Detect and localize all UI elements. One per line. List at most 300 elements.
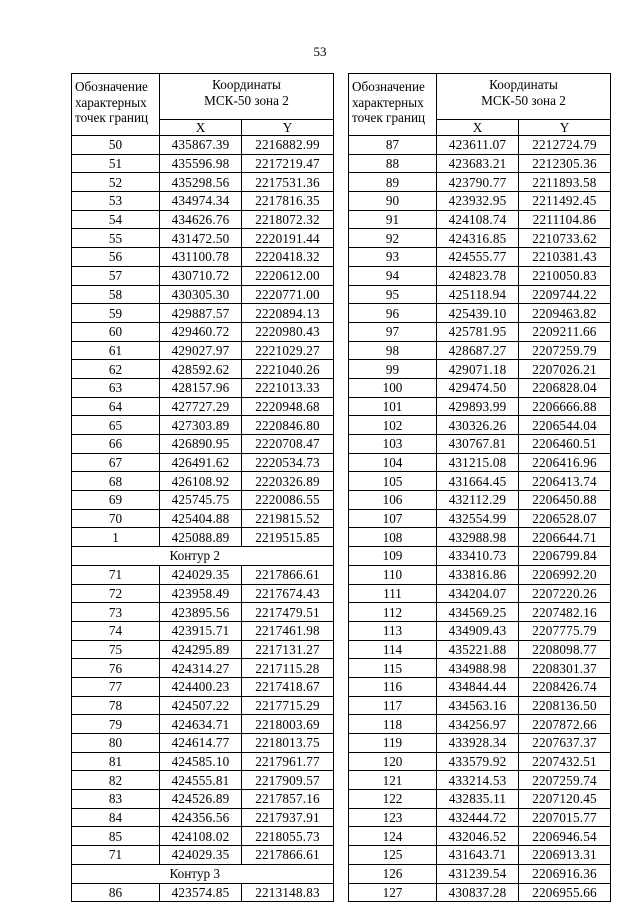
coordinates-table-left	[71, 73, 334, 902]
x-header: X	[160, 120, 242, 136]
x-value-cell: 433816.86	[437, 565, 519, 584]
y-value-cell: 2207482.16	[519, 603, 611, 622]
y-value-cell: 2207259.79	[519, 341, 611, 360]
point-id-cell: 91	[349, 210, 437, 229]
y-value-cell: 2221029.27	[242, 341, 334, 360]
point-id-cell: 95	[349, 285, 437, 304]
table-row	[72, 584, 334, 603]
y-value-cell: 2206828.04	[519, 378, 611, 397]
x-value-cell: 432444.72	[437, 808, 519, 827]
point-id-cell: 120	[349, 752, 437, 771]
coordinates-header	[437, 74, 611, 120]
y-value-cell: 2206666.88	[519, 397, 611, 416]
table-row	[349, 210, 611, 229]
y-value-cell: 2212305.36	[519, 154, 611, 173]
x-value-cell: 424316.85	[437, 229, 519, 248]
point-id-cell: 102	[349, 416, 437, 435]
y-value-cell: 2209744.22	[519, 285, 611, 304]
table-row	[72, 565, 334, 584]
table-row	[72, 435, 334, 454]
x-value-cell: 429460.72	[160, 322, 242, 341]
x-value-cell: 423611.07	[437, 136, 519, 155]
x-value-cell: 434569.25	[437, 603, 519, 622]
x-value-cell: 431664.45	[437, 472, 519, 491]
table-row	[349, 509, 611, 528]
contour-blank-cell	[72, 864, 160, 883]
table-header-row	[72, 74, 334, 120]
table-row	[349, 322, 611, 341]
y-value-cell: 2209211.66	[519, 322, 611, 341]
table-row	[72, 659, 334, 678]
point-id-cell: 67	[72, 453, 160, 472]
table-row	[72, 229, 334, 248]
x-value-cell: 424400.23	[160, 677, 242, 696]
table-row	[72, 827, 334, 846]
y-value-cell: 2206644.71	[519, 528, 611, 547]
y-value-cell: 2217857.16	[242, 790, 334, 809]
x-value-cell: 432988.98	[437, 528, 519, 547]
y-value-cell: 2217909.57	[242, 771, 334, 790]
point-id-cell: 54	[72, 210, 160, 229]
x-value-cell: 427303.89	[160, 416, 242, 435]
table-row	[72, 509, 334, 528]
point-id-cell: 71	[72, 846, 160, 865]
coordinate-system: МСК-50 зона 2	[204, 92, 289, 108]
point-id-cell: 112	[349, 603, 437, 622]
table-row	[72, 528, 334, 547]
designation-line-3: точек границ	[352, 110, 426, 125]
x-value-cell: 425781.95	[437, 322, 519, 341]
table-row	[72, 603, 334, 622]
x-value-cell: 435596.98	[160, 154, 242, 173]
table-row	[349, 734, 611, 753]
y-value-cell: 2217479.51	[242, 603, 334, 622]
y-value-cell: 2206460.51	[519, 435, 611, 454]
contour-blank-cell	[72, 547, 160, 566]
x-value-cell: 429474.50	[437, 378, 519, 397]
y-value-cell: 2211893.58	[519, 173, 611, 192]
y-value-cell: 2217219.47	[242, 154, 334, 173]
table-row	[72, 808, 334, 827]
table-row	[349, 136, 611, 155]
x-value-cell: 424029.35	[160, 565, 242, 584]
point-id-cell: 89	[349, 173, 437, 192]
table-row	[349, 752, 611, 771]
contour-row	[72, 547, 334, 566]
table-row	[72, 696, 334, 715]
x-value-cell: 433410.73	[437, 547, 519, 566]
point-id-cell: 99	[349, 360, 437, 379]
y-value-cell: 2217937.91	[242, 808, 334, 827]
table-row	[349, 285, 611, 304]
table-row	[72, 416, 334, 435]
y-value-cell: 2217866.61	[242, 846, 334, 865]
y-value-cell: 2217418.67	[242, 677, 334, 696]
table-row	[72, 640, 334, 659]
table-row	[72, 397, 334, 416]
y-value-cell: 2217531.36	[242, 173, 334, 192]
table-row	[72, 136, 334, 155]
table-row	[349, 491, 611, 510]
y-value-cell: 2220326.89	[242, 472, 334, 491]
table-row	[349, 397, 611, 416]
table-row	[349, 621, 611, 640]
point-id-cell: 124	[349, 827, 437, 846]
coordinates-table-right	[348, 73, 611, 902]
x-value-cell: 433928.34	[437, 734, 519, 753]
y-value-cell: 2207259.74	[519, 771, 611, 790]
x-value-cell: 434909.43	[437, 621, 519, 640]
left-table-body	[72, 136, 334, 902]
table-row	[349, 584, 611, 603]
point-id-cell: 57	[72, 266, 160, 285]
table-row	[72, 266, 334, 285]
table-row	[72, 248, 334, 267]
table-row	[72, 285, 334, 304]
table-row	[349, 790, 611, 809]
point-id-cell: 85	[72, 827, 160, 846]
y-value-cell: 2207872.66	[519, 715, 611, 734]
x-value-cell: 434988.98	[437, 659, 519, 678]
table-row	[72, 715, 334, 734]
y-value-cell: 2218055.73	[242, 827, 334, 846]
x-value-cell: 426890.95	[160, 435, 242, 454]
point-id-cell: 77	[72, 677, 160, 696]
y-value-cell: 2210381.43	[519, 248, 611, 267]
point-id-cell: 117	[349, 696, 437, 715]
table-row	[72, 752, 334, 771]
point-id-cell: 103	[349, 435, 437, 454]
y-value-cell: 2218013.75	[242, 734, 334, 753]
point-id-cell: 59	[72, 304, 160, 323]
designation-header	[72, 74, 160, 136]
coordinates-header	[160, 74, 334, 120]
x-value-cell: 429071.18	[437, 360, 519, 379]
table-row	[72, 453, 334, 472]
designation-line-2: характерных	[352, 94, 424, 110]
y-value-cell: 2220846.80	[242, 416, 334, 435]
table-row	[349, 472, 611, 491]
table-row	[349, 715, 611, 734]
point-id-cell: 58	[72, 285, 160, 304]
y-value-cell: 2212724.79	[519, 136, 611, 155]
x-value-cell: 423790.77	[437, 173, 519, 192]
table-row	[349, 528, 611, 547]
point-id-cell: 68	[72, 472, 160, 491]
x-value-cell: 429887.57	[160, 304, 242, 323]
x-value-cell: 433579.92	[437, 752, 519, 771]
x-value-cell: 430767.81	[437, 435, 519, 454]
x-value-cell: 425088.89	[160, 528, 242, 547]
y-value-cell: 2206992.20	[519, 565, 611, 584]
point-id-cell: 83	[72, 790, 160, 809]
x-value-cell: 424614.77	[160, 734, 242, 753]
y-value-cell: 2217866.61	[242, 565, 334, 584]
table-row	[349, 173, 611, 192]
x-value-cell: 432554.99	[437, 509, 519, 528]
x-value-cell: 423958.49	[160, 584, 242, 603]
table-row	[72, 173, 334, 192]
point-id-cell: 107	[349, 509, 437, 528]
point-id-cell: 113	[349, 621, 437, 640]
y-value-cell: 2208136.50	[519, 696, 611, 715]
contour-label: Контур 2	[160, 547, 334, 566]
point-id-cell: 1	[72, 528, 160, 547]
y-value-cell: 2206528.07	[519, 509, 611, 528]
point-id-cell: 72	[72, 584, 160, 603]
table-row	[72, 192, 334, 211]
point-id-cell: 105	[349, 472, 437, 491]
point-id-cell: 73	[72, 603, 160, 622]
x-value-cell: 433214.53	[437, 771, 519, 790]
point-id-cell: 123	[349, 808, 437, 827]
right-table-body	[349, 136, 611, 902]
x-value-cell: 431239.54	[437, 864, 519, 883]
table-row	[349, 659, 611, 678]
y-value-cell: 2217816.35	[242, 192, 334, 211]
point-id-cell: 92	[349, 229, 437, 248]
point-id-cell: 53	[72, 192, 160, 211]
coordinates-title: Координаты	[489, 77, 558, 92]
x-value-cell: 424555.77	[437, 248, 519, 267]
point-id-cell: 76	[72, 659, 160, 678]
table-row	[349, 192, 611, 211]
table-row	[349, 603, 611, 622]
x-value-cell: 424823.78	[437, 266, 519, 285]
y-value-cell: 2206799.84	[519, 547, 611, 566]
table-row	[349, 808, 611, 827]
table-row	[349, 565, 611, 584]
point-id-cell: 70	[72, 509, 160, 528]
y-value-cell: 2206413.74	[519, 472, 611, 491]
y-value-cell: 2208301.37	[519, 659, 611, 678]
coordinates-title: Координаты	[212, 77, 281, 92]
table-row	[349, 229, 611, 248]
y-value-cell: 2218003.69	[242, 715, 334, 734]
point-id-cell: 55	[72, 229, 160, 248]
x-value-cell: 423895.56	[160, 603, 242, 622]
table-row	[349, 341, 611, 360]
x-value-cell: 424585.10	[160, 752, 242, 771]
table-row	[349, 827, 611, 846]
x-value-cell: 428157.96	[160, 378, 242, 397]
y-header: Y	[242, 120, 334, 136]
x-value-cell: 430837.28	[437, 883, 519, 902]
y-value-cell: 2208098.77	[519, 640, 611, 659]
point-id-cell: 84	[72, 808, 160, 827]
page-number: 53	[313, 44, 327, 59]
y-value-cell: 2206416.96	[519, 453, 611, 472]
point-id-cell: 60	[72, 322, 160, 341]
y-value-cell: 2220612.00	[242, 266, 334, 285]
y-value-cell: 2220708.47	[242, 435, 334, 454]
x-value-cell: 427727.29	[160, 397, 242, 416]
point-id-cell: 69	[72, 491, 160, 510]
y-value-cell: 2220980.43	[242, 322, 334, 341]
x-value-cell: 430326.26	[437, 416, 519, 435]
point-id-cell: 82	[72, 771, 160, 790]
y-value-cell: 2208426.74	[519, 677, 611, 696]
designation-line-1: Обозначение	[75, 79, 148, 94]
point-id-cell: 122	[349, 790, 437, 809]
y-value-cell: 2216882.99	[242, 136, 334, 155]
y-value-cell: 2210050.83	[519, 266, 611, 285]
table-row	[349, 864, 611, 883]
x-value-cell: 434626.76	[160, 210, 242, 229]
contour-label: Контур 3	[160, 864, 334, 883]
x-value-cell: 424526.89	[160, 790, 242, 809]
table-row	[349, 360, 611, 379]
designation-line-2: характерных	[75, 94, 147, 110]
y-value-cell: 2220191.44	[242, 229, 334, 248]
y-value-cell: 2207637.37	[519, 734, 611, 753]
x-value-cell: 428687.27	[437, 341, 519, 360]
table-row	[72, 491, 334, 510]
point-id-cell: 80	[72, 734, 160, 753]
x-value-cell: 426491.62	[160, 453, 242, 472]
point-id-cell: 125	[349, 846, 437, 865]
point-id-cell: 116	[349, 677, 437, 696]
x-value-cell: 423683.21	[437, 154, 519, 173]
x-value-cell: 424555.81	[160, 771, 242, 790]
point-id-cell: 52	[72, 173, 160, 192]
point-id-cell: 63	[72, 378, 160, 397]
table-row	[72, 472, 334, 491]
x-value-cell: 432835.11	[437, 790, 519, 809]
table-row	[349, 266, 611, 285]
table-row	[349, 883, 611, 902]
table-row	[349, 696, 611, 715]
x-value-cell: 430305.30	[160, 285, 242, 304]
x-value-cell: 428592.62	[160, 360, 242, 379]
table-row	[349, 416, 611, 435]
x-value-cell: 431472.50	[160, 229, 242, 248]
y-value-cell: 2220771.00	[242, 285, 334, 304]
y-value-cell: 2207775.79	[519, 621, 611, 640]
y-value-cell: 2217115.28	[242, 659, 334, 678]
table-row	[72, 378, 334, 397]
table-row	[349, 248, 611, 267]
point-id-cell: 96	[349, 304, 437, 323]
point-id-cell: 100	[349, 378, 437, 397]
table-row	[349, 846, 611, 865]
x-value-cell: 424108.74	[437, 210, 519, 229]
point-id-cell: 111	[349, 584, 437, 603]
y-value-cell: 2207220.26	[519, 584, 611, 603]
y-value-cell: 2209463.82	[519, 304, 611, 323]
point-id-cell: 101	[349, 397, 437, 416]
x-value-cell: 425118.94	[437, 285, 519, 304]
x-value-cell: 424356.56	[160, 808, 242, 827]
point-id-cell: 79	[72, 715, 160, 734]
y-value-cell: 2217961.77	[242, 752, 334, 771]
point-id-cell: 119	[349, 734, 437, 753]
point-id-cell: 93	[349, 248, 437, 267]
x-value-cell: 435221.88	[437, 640, 519, 659]
table-row	[349, 453, 611, 472]
point-id-cell: 108	[349, 528, 437, 547]
contour-row	[72, 864, 334, 883]
y-value-cell: 2211104.86	[519, 210, 611, 229]
y-value-cell: 2220418.32	[242, 248, 334, 267]
y-value-cell: 2217461.98	[242, 621, 334, 640]
table-row	[72, 734, 334, 753]
designation-header	[349, 74, 437, 136]
point-id-cell: 50	[72, 136, 160, 155]
table-row	[349, 435, 611, 454]
x-value-cell: 425439.10	[437, 304, 519, 323]
y-value-cell: 2221040.26	[242, 360, 334, 379]
x-value-cell: 426108.92	[160, 472, 242, 491]
point-id-cell: 61	[72, 341, 160, 360]
y-value-cell: 2220894.13	[242, 304, 334, 323]
point-id-cell: 104	[349, 453, 437, 472]
x-value-cell: 424029.35	[160, 846, 242, 865]
y-value-cell: 2206544.04	[519, 416, 611, 435]
x-value-cell: 424295.89	[160, 640, 242, 659]
point-id-cell: 65	[72, 416, 160, 435]
y-value-cell: 2217715.29	[242, 696, 334, 715]
coordinate-system: МСК-50 зона 2	[481, 92, 566, 108]
x-value-cell: 424314.27	[160, 659, 242, 678]
point-id-cell: 56	[72, 248, 160, 267]
y-value-cell: 2220534.73	[242, 453, 334, 472]
point-id-cell: 87	[349, 136, 437, 155]
y-value-cell: 2207015.77	[519, 808, 611, 827]
designation-line-1: Обозначение	[352, 79, 425, 94]
table-row	[349, 677, 611, 696]
table-row	[72, 883, 334, 902]
y-value-cell: 2213148.83	[242, 883, 334, 902]
x-value-cell: 423932.95	[437, 192, 519, 211]
point-id-cell: 66	[72, 435, 160, 454]
table-row	[72, 846, 334, 865]
table-row	[349, 547, 611, 566]
x-value-cell: 424507.22	[160, 696, 242, 715]
y-value-cell: 2206450.88	[519, 491, 611, 510]
x-value-cell: 429027.97	[160, 341, 242, 360]
x-header: X	[437, 120, 519, 136]
point-id-cell: 121	[349, 771, 437, 790]
point-id-cell: 64	[72, 397, 160, 416]
y-value-cell: 2219815.52	[242, 509, 334, 528]
point-id-cell: 78	[72, 696, 160, 715]
point-id-cell: 81	[72, 752, 160, 771]
x-value-cell: 423915.71	[160, 621, 242, 640]
y-value-cell: 2206916.36	[519, 864, 611, 883]
table-row	[349, 304, 611, 323]
x-value-cell: 434256.97	[437, 715, 519, 734]
y-value-cell: 2219515.85	[242, 528, 334, 547]
table-row	[349, 771, 611, 790]
point-id-cell: 94	[349, 266, 437, 285]
point-id-cell: 109	[349, 547, 437, 566]
y-value-cell: 2211492.45	[519, 192, 611, 211]
table-row	[349, 154, 611, 173]
point-id-cell: 118	[349, 715, 437, 734]
x-value-cell: 429893.99	[437, 397, 519, 416]
y-value-cell: 2218072.32	[242, 210, 334, 229]
point-id-cell: 114	[349, 640, 437, 659]
table-row	[72, 771, 334, 790]
table-row	[72, 790, 334, 809]
point-id-cell: 62	[72, 360, 160, 379]
table-row	[349, 640, 611, 659]
table-row	[72, 621, 334, 640]
table-row	[72, 360, 334, 379]
y-value-cell: 2206955.66	[519, 883, 611, 902]
x-value-cell: 432046.52	[437, 827, 519, 846]
